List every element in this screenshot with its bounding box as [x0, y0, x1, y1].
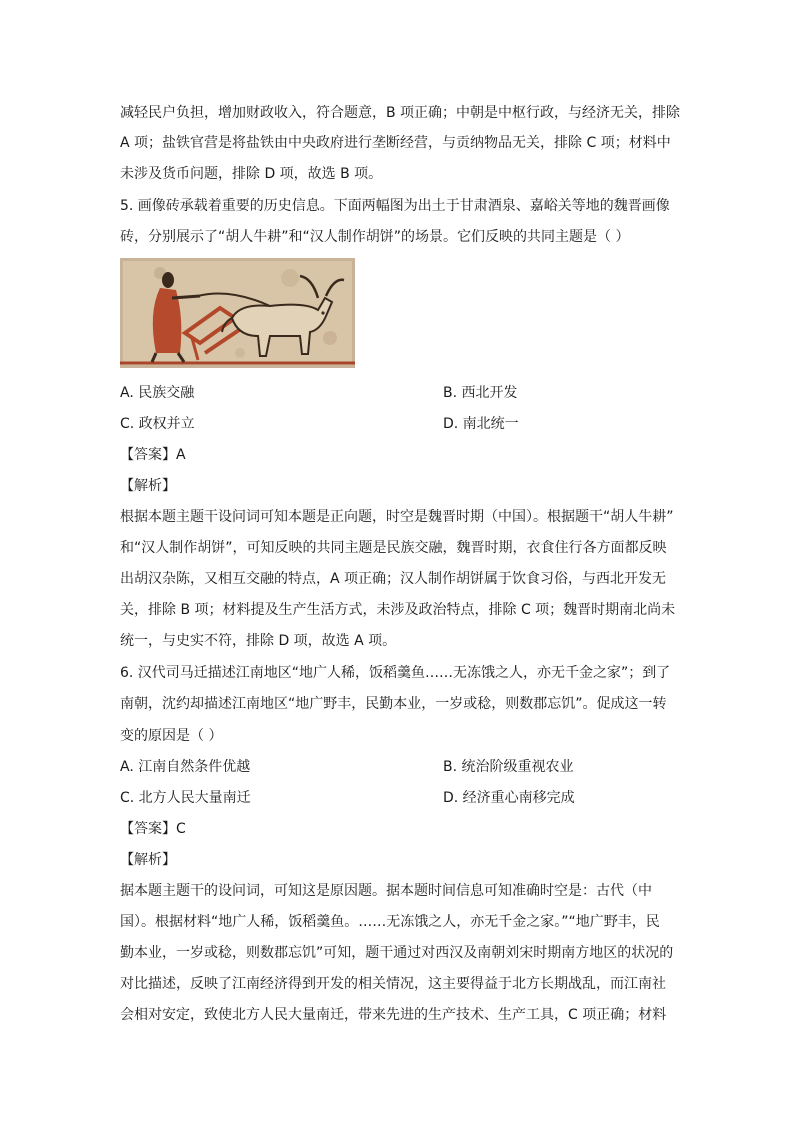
analysis-line: 对比描述，反映了江南经济得到开发的相关情况，这主要得益于北方长期战乱，而江南社 [120, 976, 666, 992]
question-5-stem: 砖，分别展示了“胡人牛耕”和“汉人制作胡饼”的场景。它们反映的共同主题是（ ） [120, 229, 630, 245]
question-5-option-c: C. 政权并立 [120, 416, 195, 432]
text-line: 未涉及货币问题，排除 D 项，故选 B 项。 [120, 166, 383, 182]
question-6-option-c: C. 北方人民大量南迁 [120, 790, 251, 806]
text-line: 减轻民户负担，增加财政收入，符合题意，B 项正确；中朝是中枢行政，与经济无关，排除 [120, 105, 681, 121]
question-5-option-d: D. 南北统一 [443, 416, 519, 432]
question-5-answer: 【答案】A [120, 447, 186, 463]
question-5-option-b: B. 西北开发 [443, 385, 518, 401]
question-6-stem: 6. 汉代司马迁描述江南地区“地广人稀，饭稻羹鱼……无冻饿之人，亦无千金之家”；到了 [120, 665, 671, 681]
analysis-line: 关，排除 B 项；材料提及生产生活方式，未涉及政治特点，排除 C 项；魏晋时期南北尚未 [120, 602, 676, 618]
analysis-line: 和“汉人制作胡饼”，可知反映的共同主题是民族交融，魏晋时期，衣食住行各方面都反映 [120, 540, 667, 556]
question-6-option-b: B. 统治阶级重视农业 [443, 759, 574, 775]
analysis-line: 国）。根据材料“地广人稀，饭稻羹鱼。……无冻饿之人，亦无千金之家。”“地广野丰，民 [120, 914, 660, 930]
analysis-line: 据本题主题干的设问词，可知这是原因题。据本题时间信息可知准确时空是：古代（中 [120, 883, 652, 899]
question-6-option-d: D. 经济重心南移完成 [443, 790, 575, 806]
question-5-stem: 5. 画像砖承载着重要的历史信息。下面两幅图为出土于甘肃酒泉、嘉峪关等地的魏晋画像 [120, 198, 670, 214]
question-5-option-a: A. 民族交融 [120, 385, 195, 401]
question-6-answer: 【答案】C [120, 821, 186, 837]
text-line: A 项；盐铁官营是将盐铁由中央政府进行垄断经营，与贡纳物品无关，排除 C 项；材料中 [120, 135, 671, 151]
question-5-analysis-label: 【解析】 [120, 478, 176, 494]
analysis-line: 根据本题主题干设问词可知本题是正向题，时空是魏晋时期（中国）。根据题干“胡人牛耕” [120, 509, 674, 525]
question-6-stem: 变的原因是（ ） [120, 728, 223, 744]
brick-painting-image [120, 258, 355, 368]
question-6-analysis-label: 【解析】 [120, 852, 176, 868]
question-6-option-a: A. 江南自然条件优越 [120, 759, 251, 775]
analysis-line: 出胡汉杂陈，又相互交融的特点，A 项正确；汉人制作胡饼属于饮食习俗，与西北开发无 [120, 571, 667, 587]
question-6-stem: 南朝，沈约却描述江南地区“地广野丰，民勤本业，一岁或稔，则数郡忘饥”。促成这一转 [120, 696, 667, 712]
analysis-line: 勤本业，一岁或稔，则数郡忘饥”可知，题干通过对西汉及南朝刘宋时期南方地区的状况的 [120, 945, 674, 961]
analysis-line: 会相对安定，致使北方人民大量南迁，带来先进的生产技术、生产工具，C 项正确；材料 [120, 1007, 667, 1023]
analysis-line: 统一，与史实不符，排除 D 项，故选 A 项。 [120, 633, 397, 649]
